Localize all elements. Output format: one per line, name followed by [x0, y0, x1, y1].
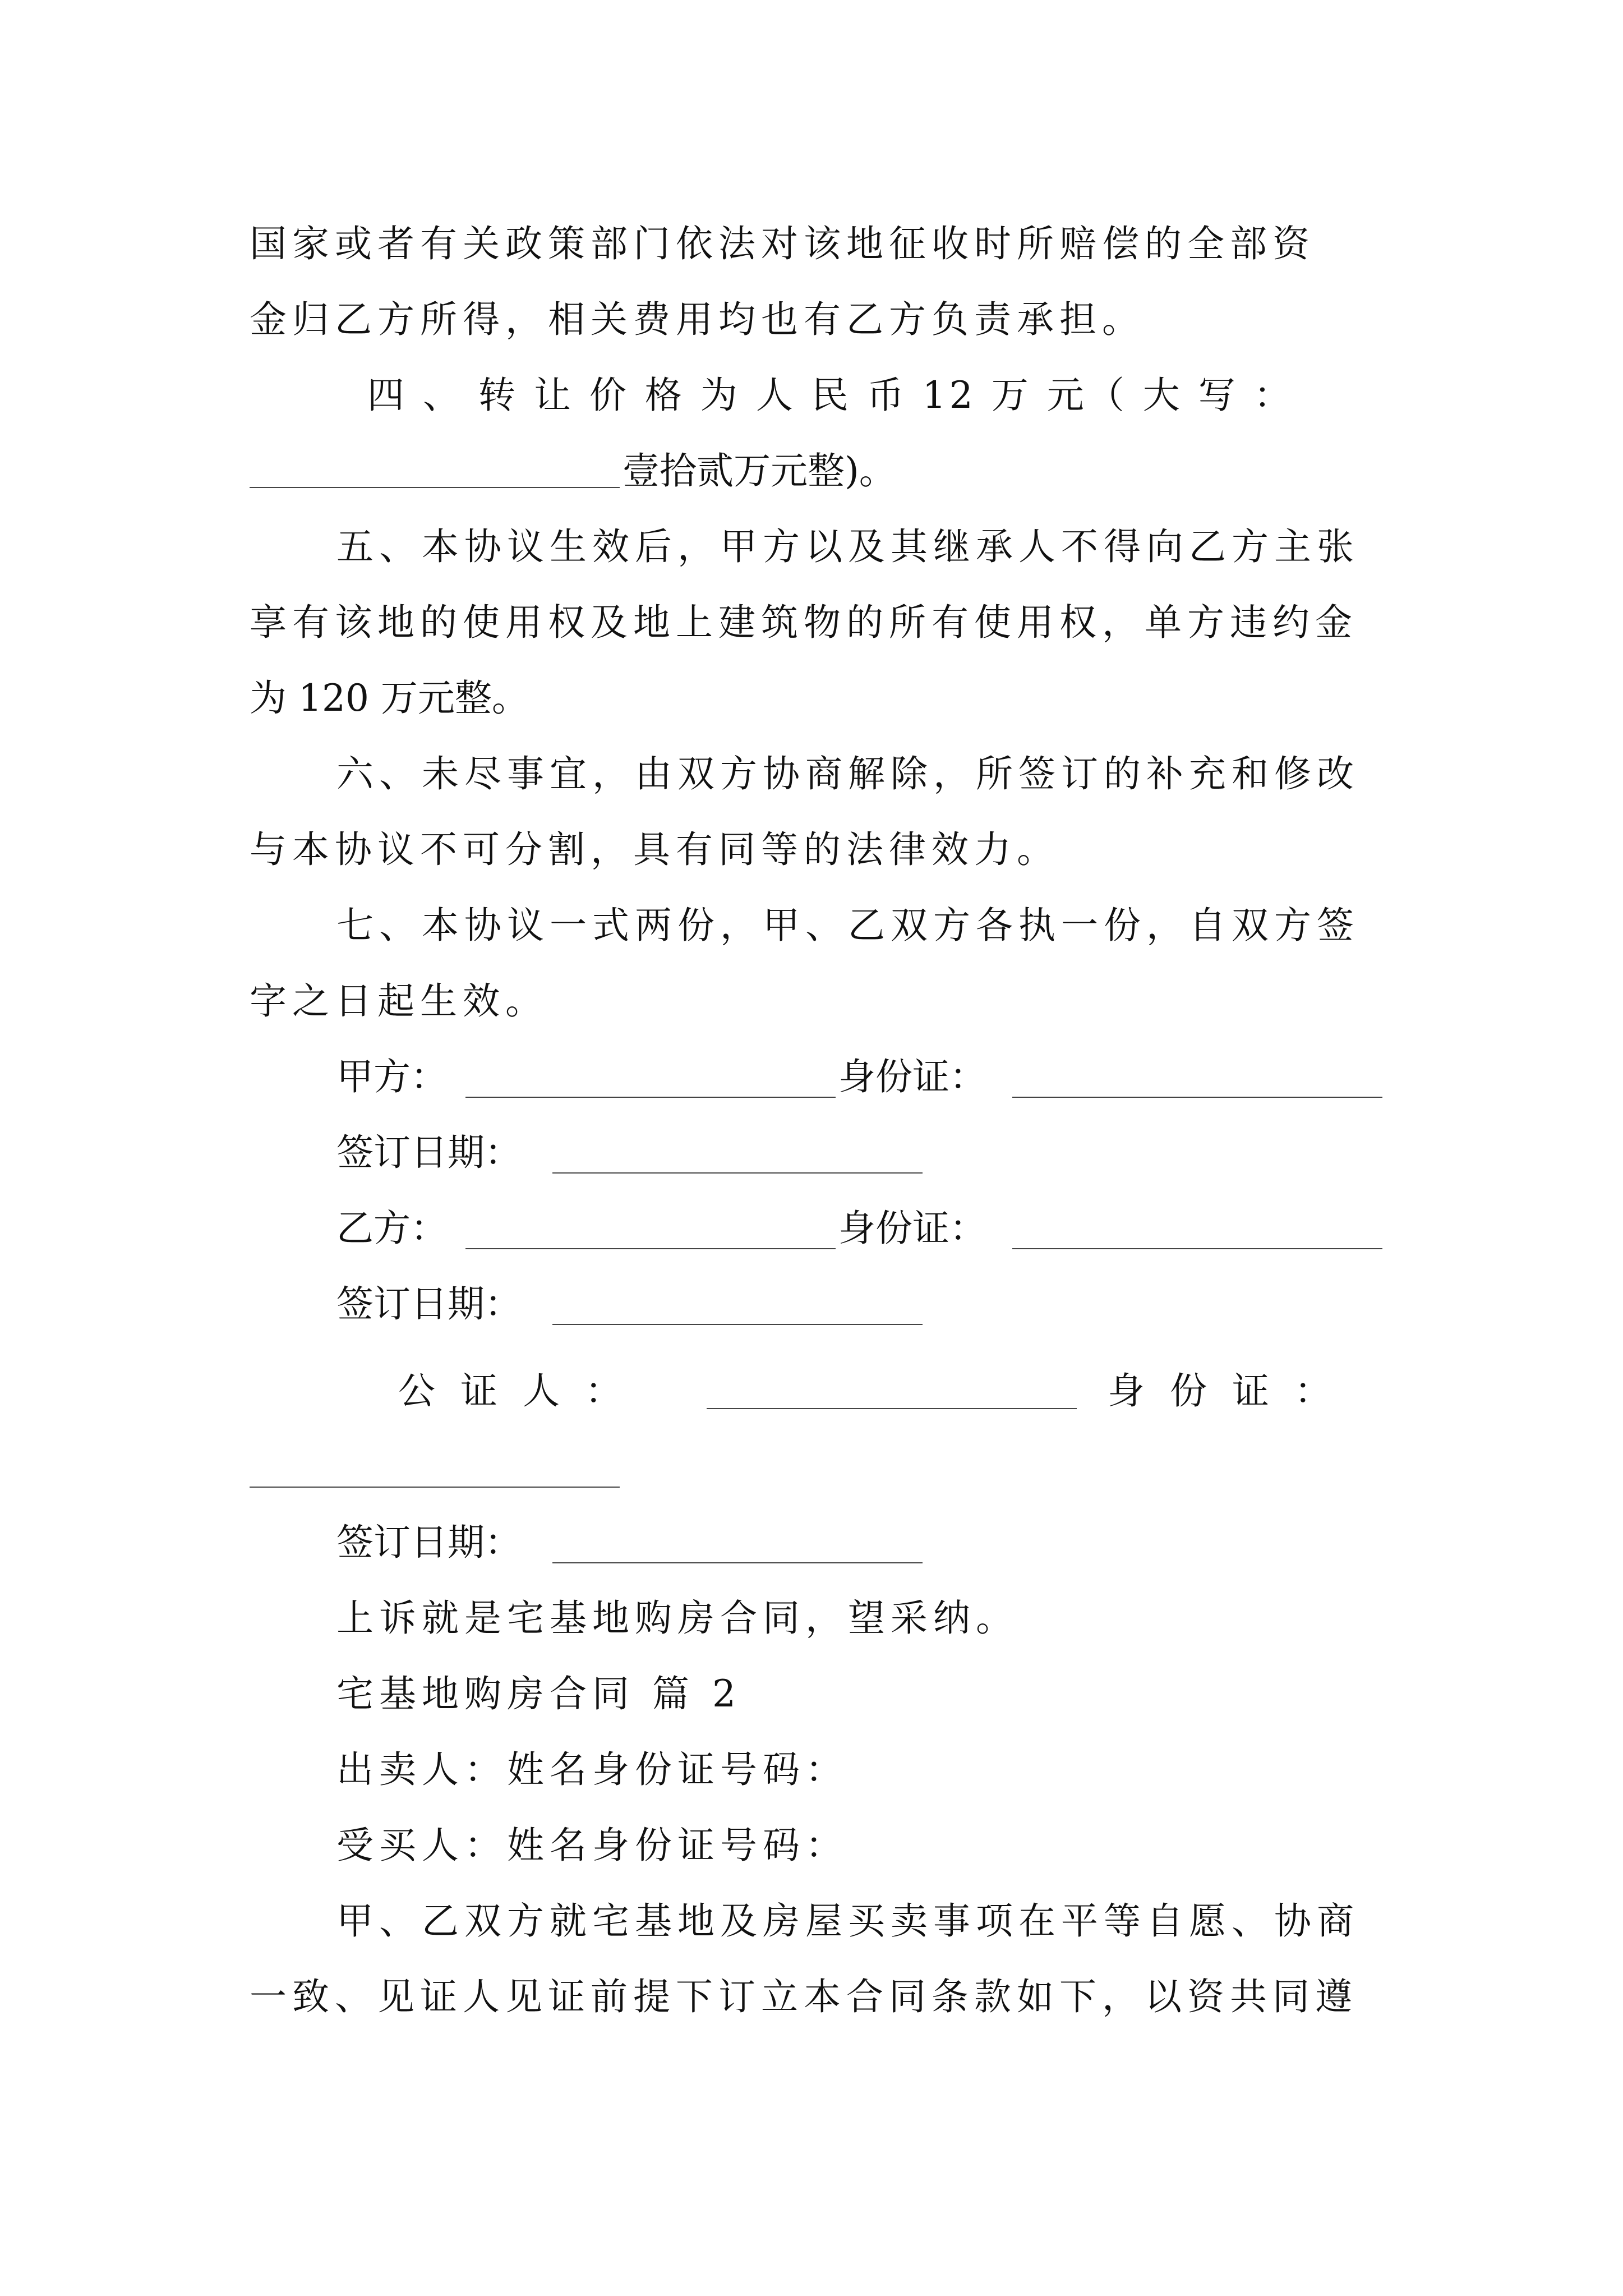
sign-date-label: 签订日期：	[336, 1131, 522, 1174]
paragraph-line: 六、未尽事宜，由双方协商解除，所签订的补充和修改	[336, 752, 1359, 795]
party-b-label: 乙方：	[336, 1207, 448, 1250]
paragraph-line: 享有该地的使用权及地上建筑物的所有使用权，单方违约金	[250, 601, 1358, 644]
sign-date-label: 签订日期：	[336, 1282, 522, 1326]
paragraph-line: 一致、见证人见证前提下订立本合同条款如下，以资共同遵	[250, 1975, 1358, 2018]
paragraph-line: 五、本协议生效后，甲方以及其继承人不得向乙方主张	[336, 525, 1359, 568]
section-title: 宅基地购房合同 篇 2	[336, 1672, 741, 1715]
party-a-label: 甲方：	[336, 1055, 448, 1098]
price-clause-line: 四 、 转 让 价 格 为 人 民 币 12 万 元（ 大 写 ：	[367, 374, 1294, 417]
notary-id-label: 身 份 证 ：	[1108, 1369, 1338, 1412]
seller-line: 出卖人：姓名身份证号码：	[336, 1748, 848, 1791]
id-blank	[1012, 1248, 1382, 1249]
notary-label: 公 证 人 ：	[398, 1369, 629, 1412]
blank-line	[250, 487, 620, 488]
paragraph-line: 与本协议不可分割，具有同等的法律效力。	[250, 828, 1059, 871]
closing-line: 上诉就是宅基地购房合同，望采纳。	[336, 1596, 1018, 1640]
notary-blank	[707, 1408, 1077, 1409]
paragraph-line: 国家或者有关政策部门依法对该地征收时所赔偿的全部资	[250, 222, 1315, 265]
party-a-blank	[465, 1097, 836, 1098]
paragraph-line: 字之日起生效。	[250, 979, 548, 1023]
id-label: 身份证：	[838, 1207, 986, 1250]
id-blank	[1012, 1097, 1382, 1098]
price-amount-text: 壹拾贰万元整)。	[623, 449, 896, 493]
paragraph-line: 为 120 万元整。	[250, 677, 529, 720]
party-b-blank	[465, 1248, 836, 1249]
buyer-line: 受买人：姓名身份证号码：	[336, 1824, 848, 1867]
sign-date-label: 签订日期：	[336, 1521, 522, 1564]
paragraph-line: 金归乙方所得，相关费用均也有乙方负责承担。	[250, 298, 1145, 341]
id-label: 身份证：	[838, 1055, 986, 1098]
paragraph-line: 七、本协议一式两份，甲、乙双方各执一份，自双方签	[336, 904, 1359, 947]
sign-date-blank	[552, 1324, 923, 1325]
sign-date-blank	[552, 1562, 923, 1563]
sign-date-blank	[552, 1172, 923, 1174]
paragraph-line: 甲、乙双方就宅基地及房屋买卖事项在平等自愿、协商	[336, 1899, 1359, 1943]
notary-id-blank	[250, 1487, 620, 1488]
